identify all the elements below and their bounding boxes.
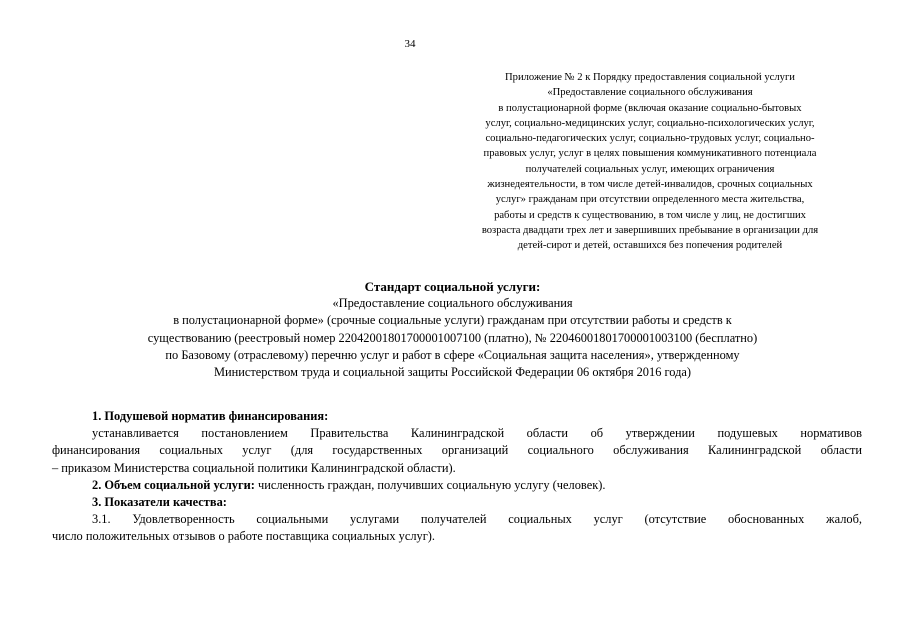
section-1-line: финансирования социальных услуг (для государственных организаций социального обслуживания Калининградской области: [52, 443, 862, 458]
section-1-heading: 1. Подушевой норматив финансирования:: [92, 409, 329, 423]
appendix-note: [436, 70, 864, 254]
section-1-line: устанавливается постановлением Правительства Калининградской области об утверждении подушевых нормативов: [92, 426, 862, 441]
standard-line: Министерством труда и социальной защиты Российской Федерации 06 октября 2016 года): [213, 365, 692, 380]
section-1-line: – приказом Министерства социальной политики Калининградской области).: [52, 460, 456, 475]
appendix-line: Приложение № 2 к Порядку предоставления социальной услуги: [505, 72, 795, 83]
standard-header: [40, 278, 865, 381]
section-2-paragraph: [52, 477, 862, 494]
appendix-line: жизнедеятельности, в том числе детей-инвалидов, срочных социальных: [487, 179, 813, 191]
appendix-line: получателей социальных услуг, имеющих ограничения: [525, 163, 775, 175]
appendix-line: в полустационарной форме (включая оказание социально-бытовых: [498, 102, 802, 114]
standard-line: по Базовому (отраслевому) перечню услуг и работ в сфере «Социальная защита населения», утвержденному: [165, 347, 740, 362]
document-body: [52, 408, 862, 546]
appendix-line: социально-педагогических услуг, социально-трудовых услуг, социально-: [485, 133, 815, 145]
appendix-line: возраста двадцати трех лет и завершивших пребывание в организации для: [481, 224, 819, 236]
section-3-heading: 3. Показатели качества:: [92, 495, 227, 510]
standard-line: «Предоставление социального обслуживания: [332, 296, 573, 311]
standard-line: в полустационарной форме» (срочные социальные услуги) гражданам при отсутствии работы и средств к: [173, 313, 732, 328]
appendix-line: «Предоставление социального обслуживания: [547, 87, 753, 99]
appendix-line: услуг, социально-медицинских услуг, социально-психологических услуг,: [485, 117, 815, 129]
appendix-line: детей-сирот и детей, оставшихся без попечения родителей: [517, 240, 783, 252]
standard-title: Стандарт социальной услуги:: [364, 279, 541, 294]
appendix-line: правовых услуг, услуг в целях повышения коммуникативного потенциала: [483, 148, 817, 160]
standard-line: существованию (реестровый номер 22042001801700001007100 (платно), № 22046001801700001003100 (бесплатно): [147, 330, 758, 345]
appendix-line: услуг» гражданам при отсутствии определенного места жительства,: [495, 194, 805, 206]
section-3-line: 3.1. Удовлетворенность социальными услугами получателей социальных услуг (отсутствие обоснованных жалоб,: [92, 512, 862, 527]
section-3-line: число положительных отзывов о работе поставщика социальных услуг).: [52, 529, 436, 544]
page-number: 34: [404, 38, 416, 50]
appendix-line: работы и средств к существованию, в том числе у лиц, не достигших: [494, 209, 806, 221]
section-2-text: численность граждан, получивших социальную услугу (человек).: [254, 477, 606, 492]
section-2-heading: 2. Объем социальной услуги:: [92, 477, 255, 492]
